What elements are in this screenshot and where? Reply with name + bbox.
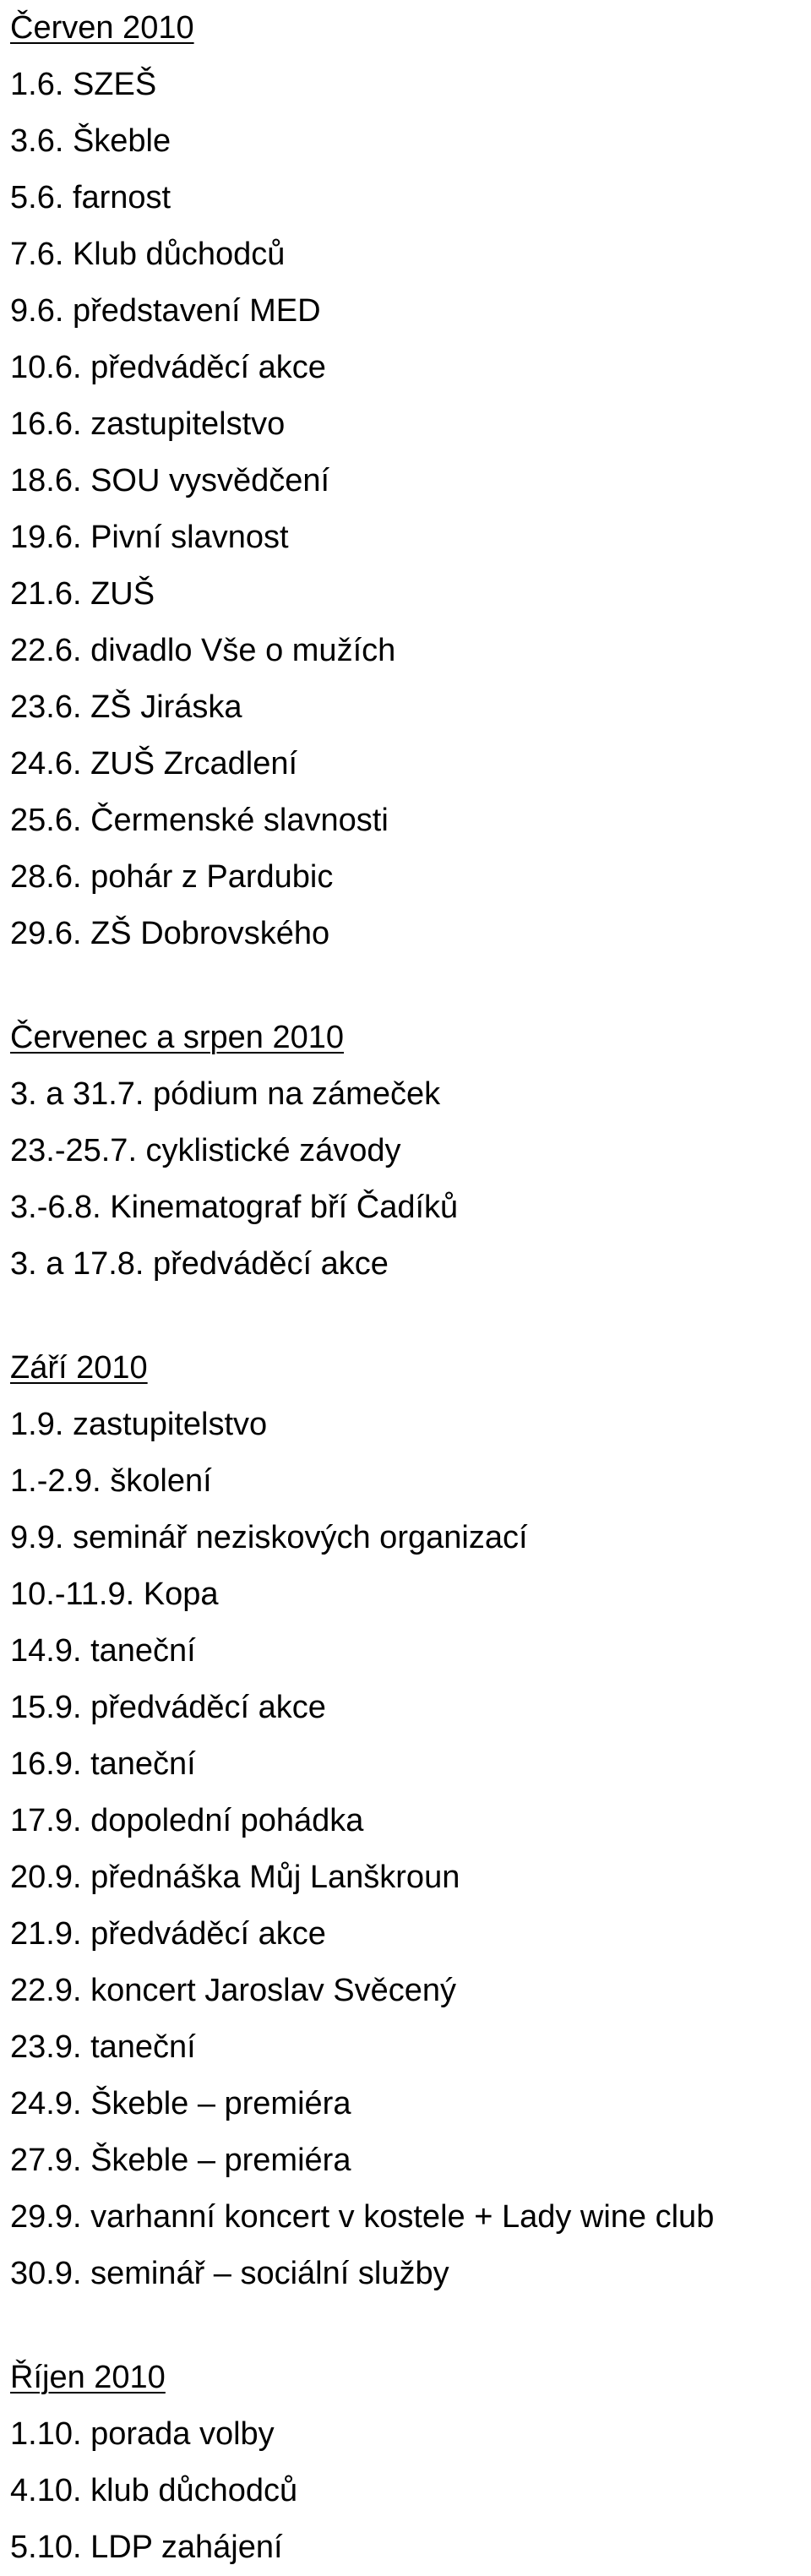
event-item: 3.6. Škeble	[10, 123, 171, 159]
event-item: 3. a 17.8. předváděcí akce	[10, 1246, 389, 1282]
event-item: 15.9. předváděcí akce	[10, 1690, 326, 1725]
event-item: 22.6. divadlo Vše o mužích	[10, 633, 396, 668]
event-item: 28.6. pohár z Pardubic	[10, 859, 334, 895]
event-item: 22.9. koncert Jaroslav Svěcený	[10, 1973, 457, 2008]
event-item: 9.6. představení MED	[10, 293, 321, 329]
event-item: 1.6. SZEŠ	[10, 67, 157, 102]
event-item: 4.10. klub důchodců	[10, 2473, 298, 2508]
event-item: 18.6. SOU vysvědčení	[10, 463, 330, 498]
event-item: 17.9. dopolední pohádka	[10, 1803, 364, 1838]
event-item: 10.6. předváděcí akce	[10, 350, 326, 385]
event-item: 5.6. farnost	[10, 180, 171, 215]
event-item: 3.-6.8. Kinematograf bří Čadíků	[10, 1190, 459, 1225]
event-item: 21.9. předváděcí akce	[10, 1916, 326, 1952]
event-item: 10.-11.9. Kopa	[10, 1577, 219, 1612]
event-item: 27.9. Škeble – premiéra	[10, 2143, 351, 2178]
section-heading: Září 2010	[10, 1350, 148, 1386]
section-spacer	[10, 962, 811, 1010]
event-item: 9.9. seminář neziskových organizací	[10, 1520, 528, 1555]
event-item: 23.-25.7. cyklistické závody	[10, 1133, 401, 1168]
section-spacer	[10, 1293, 811, 1340]
section-july-august	[10, 1010, 811, 1293]
event-item: 16.6. zastupitelstvo	[10, 406, 286, 442]
section-september	[10, 1340, 811, 2302]
event-item: 19.6. Pivní slavnost	[10, 520, 289, 555]
event-item: 7.6. Klub důchodců	[10, 237, 286, 272]
event-item: 24.9. Škeble – premiéra	[10, 2086, 351, 2121]
event-item: 25.6. Čermenské slavnosti	[10, 803, 389, 838]
event-item: 16.9. taneční	[10, 1746, 196, 1782]
event-item: 5.10. LDP zahájení	[10, 2530, 283, 2565]
event-item: 3. a 31.7. pódium na zámeček	[10, 1076, 441, 1112]
event-item: 29.9. varhanní koncert v kostele + Lady wine club	[10, 2199, 715, 2235]
event-item: 24.6. ZUŠ Zrcadlení	[10, 746, 298, 782]
event-item: 20.9. přednáška Můj Lanškroun	[10, 1860, 460, 1895]
section-october	[10, 2350, 811, 2576]
event-item: 23.9. taneční	[10, 2029, 196, 2065]
event-item: 30.9. seminář – sociální služby	[10, 2256, 449, 2291]
section-heading: Červenec a srpen 2010	[10, 1020, 345, 1055]
section-heading: Červen 2010	[10, 10, 194, 46]
section-spacer	[10, 2302, 811, 2350]
section-june	[10, 0, 811, 962]
section-heading: Říjen 2010	[10, 2360, 166, 2395]
event-item: 1.9. zastupitelstvo	[10, 1407, 268, 1442]
event-item: 21.6. ZUŠ	[10, 576, 155, 612]
event-item: 29.6. ZŠ Dobrovského	[10, 916, 330, 951]
event-item: 1.-2.9. školení	[10, 1463, 212, 1499]
event-item: 23.6. ZŠ Jiráska	[10, 689, 242, 725]
event-item: 14.9. taneční	[10, 1633, 196, 1669]
event-item: 1.10. porada volby	[10, 2416, 275, 2452]
